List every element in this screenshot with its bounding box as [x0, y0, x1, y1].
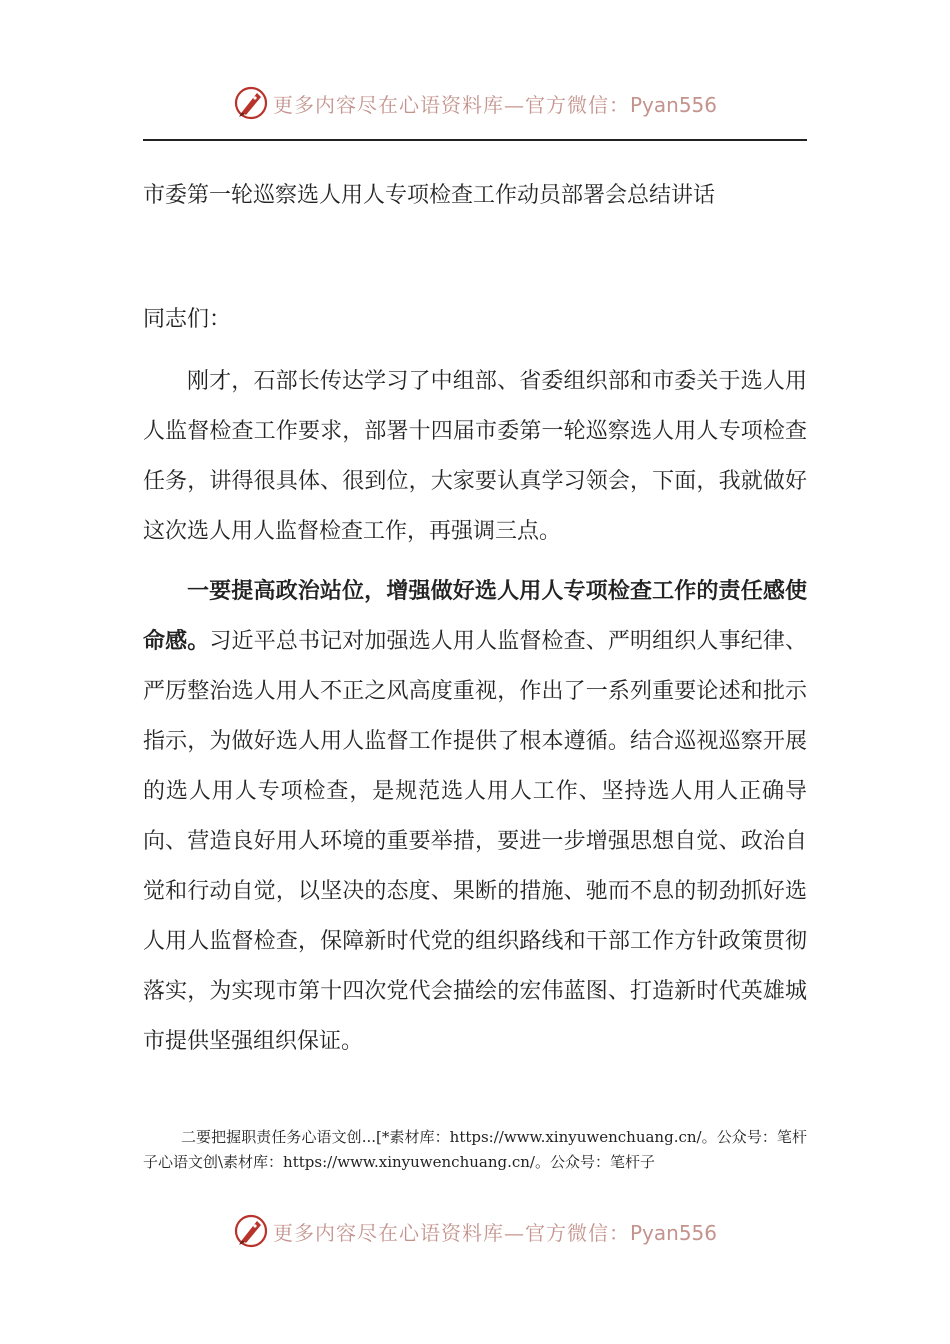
paragraph-2-lead: 一要提高政治站位，增强做好选人用人专项检查工作的责任感使命感。 — [143, 579, 807, 654]
banner-text: 更多内容尽在心语资料库—官方微信：Pyan556 — [272, 92, 717, 117]
wechat-id: Pyan556 — [629, 92, 717, 117]
paragraph-2 — [143, 567, 807, 1067]
paragraph-2-body: 习近平总书记对加强选人用人监督检查、严明组织人事纪律、严厉整治选人用人不正之风高度重视，作出了一系列重要论述和批示指示，为做好选人用人监督工作提供了根本遵循。结合巡视巡察开展的选人用人专项检查，是规范选人用人工作、坚持选人用人正确导向、营造良好用人环境的重要举措，要进一步增强思想自觉、政治自觉和行动自觉，以坚决的态度、果断的措施、驰而不息的韧劲抓好选人用人监督检查，保障新时代党的组织路线和干部工作方针政策贯彻落实，为实现市第十四次党代会描绘的宏伟蓝图、打造新时代英雄城市提供坚强组织保证。 — [143, 629, 807, 1054]
document-title: 市委第一轮巡察选人用人专项检查工作动员部署会总结讲话 — [143, 183, 716, 208]
banner-text: 更多内容尽在心语资料库—官方微信：Pyan556 — [272, 1220, 717, 1245]
truncated-note: 二要把握职责任务心语文创...[*素材库：https://www.xinyuwenchuang.cn/。公众号：笔杆子心语文创\素材库：https://www.xinyuwenchuang.cn/。公众号：笔杆子 — [143, 1128, 807, 1171]
pen-nib-logo-icon — [233, 85, 269, 121]
header-divider — [143, 139, 807, 141]
pen-nib-logo-icon — [233, 1213, 269, 1249]
paragraph-1: 刚才，石部长传达学习了中组部、省委组织部和市委关于选人用人监督检查工作要求，部署十四届市委第一轮巡察选人用人专项检查任务，讲得很具体、很到位，大家要认真学习领会，下面，我就做好这次选人用人监督检查工作，再强调三点。 — [143, 369, 807, 544]
greeting: 同志们： — [143, 307, 232, 332]
header-banner — [0, 78, 950, 128]
footer-banner — [0, 1206, 950, 1256]
wechat-id: Pyan556 — [629, 1220, 717, 1245]
